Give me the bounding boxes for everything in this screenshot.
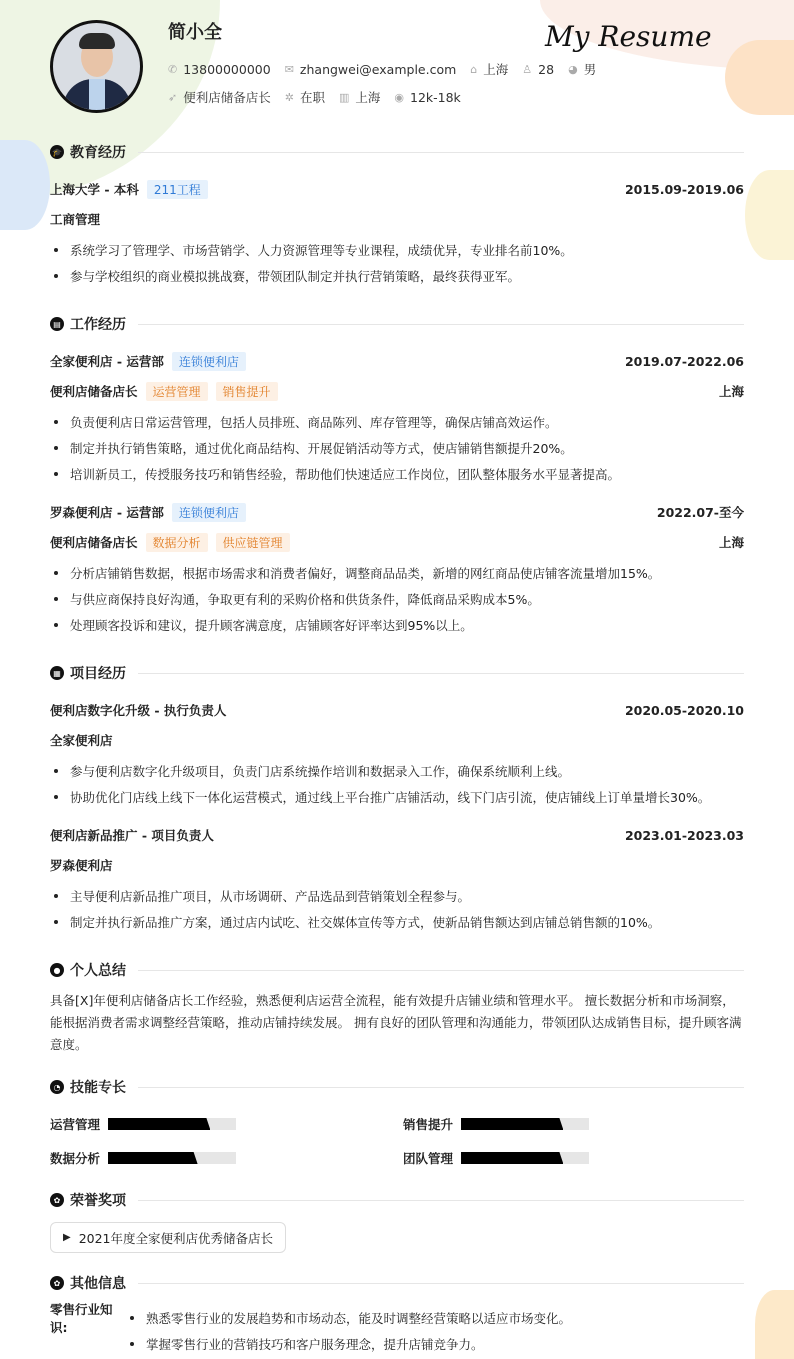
bullet-item: 处理顾客投诉和建议，提升顾客满意度，店铺顾客好评率达到95%以上。 <box>50 612 744 638</box>
bullet-item: 协助优化门店线上线下一体化运营模式，通过线上平台推广店铺活动，线下门店引流，使店铺线上订单量增长30%。 <box>50 784 744 810</box>
info-text: 上海 <box>483 62 509 77</box>
section-title: 项目经历 <box>70 666 126 682</box>
info-text: zhangwei@example.com <box>299 61 457 77</box>
job-details-row <box>168 88 461 106</box>
info-item <box>168 88 271 106</box>
section-heading <box>50 140 744 164</box>
bullet-list <box>50 883 744 935</box>
entry-title: 全家便利店 - 运营部 <box>50 354 164 369</box>
bullet-list <box>50 409 744 487</box>
skill-bar-fill <box>461 1118 563 1130</box>
briefcase-icon: ▤ <box>50 317 64 331</box>
section-title: 个人总结 <box>70 963 126 979</box>
triangle-icon: ▶ <box>63 1232 71 1243</box>
info-text: 男 <box>583 62 597 77</box>
user-icon: ● <box>50 963 64 977</box>
divider <box>138 673 744 674</box>
tag: 211工程 <box>147 180 208 199</box>
projects-section <box>50 661 744 935</box>
skill-name: 团队管理 <box>403 1151 454 1166</box>
bullet-item: 培训新员工，传授服务技巧和销售经验，帮助他们快速适应工作岗位，团队整体服务水平显著提高。 <box>50 461 744 487</box>
resume-header <box>0 0 794 140</box>
entry-subtitle-row <box>50 527 744 557</box>
info-item <box>339 88 380 106</box>
bullet-item: 熟悉零售行业的发展趋势和市场动态，能及时调整经营策略以适应市场变化。 <box>126 1305 744 1331</box>
skill-item <box>403 1107 744 1141</box>
candidate-name: 简小全 <box>168 22 222 43</box>
info-text: 28 <box>538 61 555 77</box>
info-text: 12k-18k <box>410 89 461 105</box>
entry-title-row <box>50 820 744 850</box>
avatar <box>50 20 143 113</box>
salary-icon: ◉ <box>394 90 404 104</box>
honors-section <box>50 1188 744 1253</box>
other-section <box>50 1271 744 1357</box>
gender-icon: ◕ <box>568 62 578 76</box>
bullet-item: 系统学习了管理学、市场营销学、人力资源管理等专业课程，成绩优异，专业排名前10%。 <box>50 237 744 263</box>
bullet-item: 制定并执行新品推广方案，通过店内试吃、社交媒体宣传等方式，使新品销售额达到店铺总销售额的10%。 <box>50 909 744 935</box>
info-text: 13800000000 <box>183 61 271 77</box>
skill-item <box>50 1141 403 1175</box>
section-title: 工作经历 <box>70 317 126 333</box>
bullet-item: 制定并执行销售策略，通过优化商品结构、开展促销活动等方式，使店铺销售额提升20%。 <box>50 435 744 461</box>
summary-section <box>50 958 744 1056</box>
section-title: 其他信息 <box>70 1276 126 1292</box>
info-item <box>470 60 508 78</box>
grid-icon: ▦ <box>50 666 64 680</box>
entry-subtitle: 便利店储备店长 <box>50 384 138 399</box>
entry-subtitle: 工商管理 <box>50 212 101 227</box>
age-icon: ♙ <box>522 62 533 76</box>
entry-subtitle-row <box>50 204 744 234</box>
graduation-cap-icon: 🎓 <box>50 145 64 159</box>
skill-bar <box>108 1152 236 1164</box>
bullet-item: 参与学校组织的商业模拟挑战赛，带领团队制定并执行营销策略，最终获得亚军。 <box>50 263 744 289</box>
honor-item <box>50 1222 286 1253</box>
chart-icon: ◔ <box>50 1080 64 1094</box>
skill-bar-fill <box>108 1118 210 1130</box>
entry-subtitle-row <box>50 850 744 880</box>
info-icon: ✿ <box>50 1276 64 1290</box>
tag: 销售提升 <box>216 382 278 401</box>
info-item <box>285 88 325 106</box>
divider <box>138 1200 744 1201</box>
bullet-item: 负责便利店日常运营管理，包括人员排班、商品陈列、库存管理等，确保店铺高效运作。 <box>50 409 744 435</box>
contact-row <box>168 60 596 78</box>
entry-subtitle-row <box>50 725 744 755</box>
other-label: 零售行业知识: <box>50 1302 113 1335</box>
info-item <box>285 62 457 77</box>
section-title: 技能专长 <box>70 1080 126 1096</box>
entry-subtitle: 全家便利店 <box>50 733 113 748</box>
status-icon: ✲ <box>284 90 294 104</box>
divider <box>138 1087 744 1088</box>
send-icon: ➶ <box>168 90 178 104</box>
skill-bar-fill <box>108 1152 198 1164</box>
entry-subtitle: 便利店储备店长 <box>50 535 138 550</box>
info-item <box>568 60 596 78</box>
bullet-list <box>50 560 744 638</box>
skill-bar-fill <box>461 1152 563 1164</box>
bullet-item: 与供应商保持良好沟通，争取更有利的采购价格和供货条件，降低商品采购成本5%。 <box>50 586 744 612</box>
tag: 连锁便利店 <box>172 503 246 522</box>
skills-section <box>50 1075 744 1175</box>
info-text: 在职 <box>299 90 325 105</box>
mail-icon: ✉ <box>284 62 294 76</box>
entry-title-row <box>50 346 744 376</box>
entry-date: 2022.07-至今 <box>656 505 744 520</box>
skill-item <box>50 1107 403 1141</box>
entry-location: 上海 <box>718 384 744 399</box>
education-section <box>50 140 744 289</box>
tag: 运营管理 <box>146 382 208 401</box>
info-item <box>394 90 460 105</box>
entry-subtitle-row <box>50 376 744 406</box>
honor-text: 2021年度全家便利店优秀储备店长 <box>78 1230 274 1246</box>
entry-date: 2015.09-2019.06 <box>624 181 744 197</box>
section-title: 教育经历 <box>70 145 126 161</box>
skill-name: 运营管理 <box>50 1117 101 1132</box>
divider <box>138 1283 744 1284</box>
skill-name: 销售提升 <box>403 1117 454 1132</box>
bullet-item: 主导便利店新品推广项目，从市场调研、产品选品到营销策划全程参与。 <box>50 883 744 909</box>
skill-bar <box>461 1118 589 1130</box>
entry-title-row <box>50 497 744 527</box>
home-icon: ⌂ <box>470 62 478 76</box>
info-text: 便利店储备店长 <box>183 90 271 105</box>
entry-subtitle: 罗森便利店 <box>50 858 113 873</box>
skill-bar <box>108 1118 236 1130</box>
entry-location: 上海 <box>718 535 744 550</box>
phone-icon: ✆ <box>168 62 178 76</box>
work-section <box>50 312 744 638</box>
skill-bar <box>461 1152 589 1164</box>
tag: 数据分析 <box>146 533 208 552</box>
bullet-item: 分析店铺销售数据，根据市场需求和消费者偏好，调整商品品类，新增的网红商品使店铺客流量增加15%。 <box>50 560 744 586</box>
my-resume-title-art: My Resume <box>545 20 712 53</box>
info-text: 上海 <box>355 90 381 105</box>
divider <box>138 324 744 325</box>
bullet-item: 掌握零售行业的营销技巧和客户服务理念，提升店铺竞争力。 <box>126 1331 744 1357</box>
tag: 供应链管理 <box>216 533 290 552</box>
entry-date: 2023.01-2023.03 <box>624 827 744 843</box>
skill-name: 数据分析 <box>50 1151 101 1166</box>
entry-date: 2020.05-2020.10 <box>624 702 744 718</box>
entry-title: 罗森便利店 - 运营部 <box>50 505 164 520</box>
bullet-item: 参与便利店数字化升级项目，负责门店系统操作培训和数据录入工作，确保系统顺利上线。 <box>50 758 744 784</box>
info-item <box>168 62 271 77</box>
award-icon: ✿ <box>50 1193 64 1207</box>
divider <box>138 152 744 153</box>
entry-title: 上海大学 - 本科 <box>50 182 139 197</box>
entry-title-row <box>50 695 744 725</box>
entry-title-row <box>50 174 744 204</box>
divider <box>138 970 744 971</box>
entry-title: 便利店数字化升级 - 执行负责人 <box>50 703 227 718</box>
summary-text: 具备[X]年便利店储备店长工作经验，熟悉便利店运营全流程，能有效提升店铺业绩和管理水平。 擅长数据分析和市场洞察，能根据消费者需求调整经营策略，推动店铺持续发展。 拥有良好的团队管理和沟通能力，带领团队达成销售目标，提升顾客满意度。 <box>50 993 742 1052</box>
tag: 连锁便利店 <box>172 352 246 371</box>
entry-title: 便利店新品推广 - 项目负责人 <box>50 828 214 843</box>
skill-item <box>403 1141 744 1175</box>
section-title: 荣誉奖项 <box>70 1193 126 1209</box>
section-heading <box>50 312 744 336</box>
entry-date: 2019.07-2022.06 <box>624 353 744 369</box>
building-icon: ▥ <box>338 90 350 104</box>
bullet-list <box>50 758 744 810</box>
bullet-list <box>50 237 744 289</box>
section-heading <box>50 661 744 685</box>
info-item <box>522 62 554 77</box>
